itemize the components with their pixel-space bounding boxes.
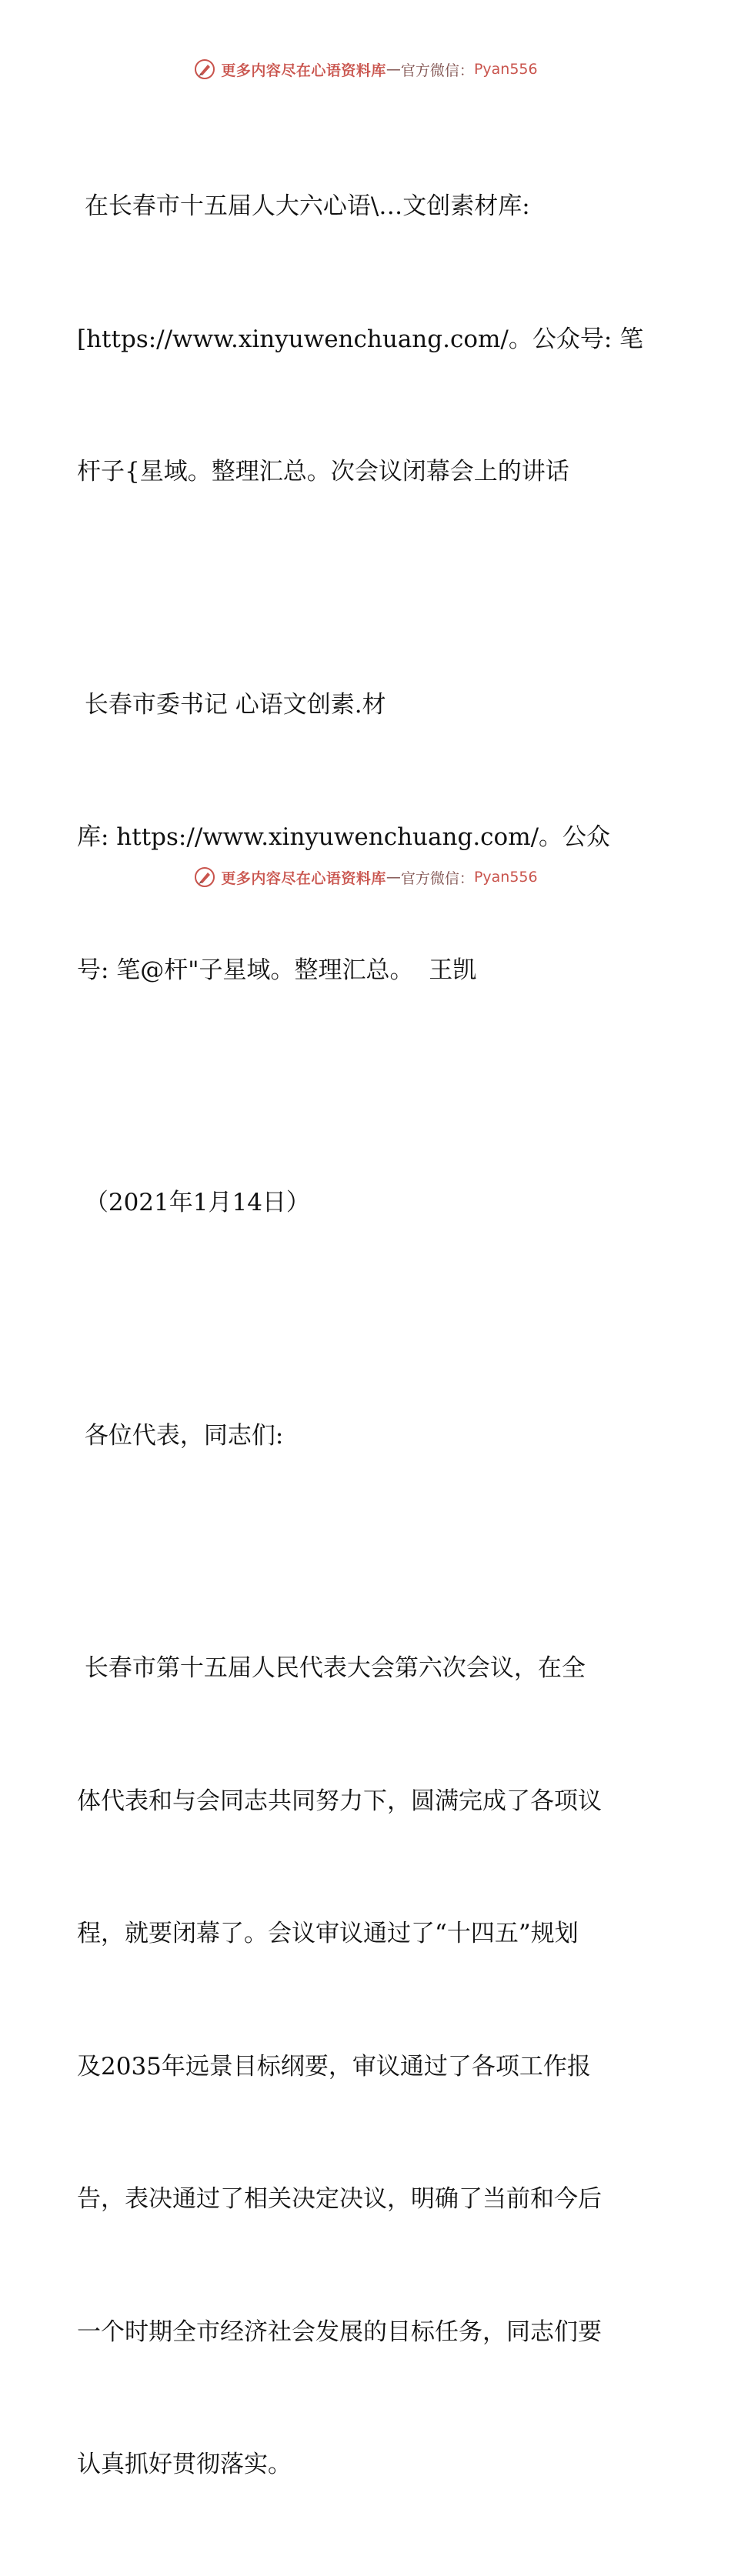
title-line: [https://www.xinyuwenchuang.com/。公众号: 笔	[77, 325, 644, 353]
body-line: 告，表决通过了相关决定决议，明确了当前和今后	[77, 2185, 602, 2213]
banner-wechat-id: Pyan556	[473, 61, 538, 78]
author-line: 号: 笔@杆"子星域。整理汇总。 王凯	[77, 956, 477, 984]
body-line: 长春市第十五届人民代表大会第六次会议，在全	[77, 1654, 586, 1682]
header-banner	[0, 54, 731, 85]
banner-brand-text: 更多内容尽在心语资料库	[221, 869, 386, 887]
title-line: 杆子{星域。整理汇总。次会议闭幕会上的讲话	[77, 458, 569, 486]
body-line: 一个时期全市经济社会发展的目标任务，同志们要	[77, 2317, 602, 2346]
body-line: 及2035年远景目标纲要，审议通过了各项工作报	[77, 2052, 591, 2080]
title-line: 在长春市十五届人大六心语\…文创素材库:	[77, 192, 530, 220]
author-line: 库: https://www.xinyuwenchuang.com/。公众	[77, 823, 611, 851]
document-date	[77, 1093, 662, 1314]
pen-nib-logo-icon	[193, 866, 216, 889]
banner-official-label: 官方微信：	[400, 62, 474, 79]
pen-nib-logo-icon	[193, 58, 216, 81]
banner-dash: —	[386, 61, 401, 78]
document-body	[77, 96, 662, 2576]
document-title	[77, 96, 662, 583]
banner-brand-text: 更多内容尽在心语资料库	[221, 62, 386, 79]
document-author	[77, 595, 662, 1082]
document-salutation	[77, 1326, 662, 1547]
body-line: 体代表和与会同志共同努力下，圆满完成了各项议	[77, 1787, 602, 1815]
document-paragraph	[77, 1558, 662, 2576]
banner-wechat-id: Pyan556	[473, 869, 538, 886]
banner-official-label: 官方微信：	[400, 869, 474, 887]
author-line: 长春市委书记 心语文创素.材	[77, 690, 386, 719]
body-line: 程，就要闭幕了。会议审议通过了“十四五”规划	[77, 1920, 579, 1947]
footer-banner	[0, 862, 731, 893]
salutation-line: 各位代表，同志们:	[77, 1421, 284, 1450]
date-line: （2021年1月14日）	[77, 1189, 310, 1216]
body-line: 认真抓好贯彻落实。	[77, 2451, 292, 2478]
banner-dash: —	[386, 869, 401, 886]
